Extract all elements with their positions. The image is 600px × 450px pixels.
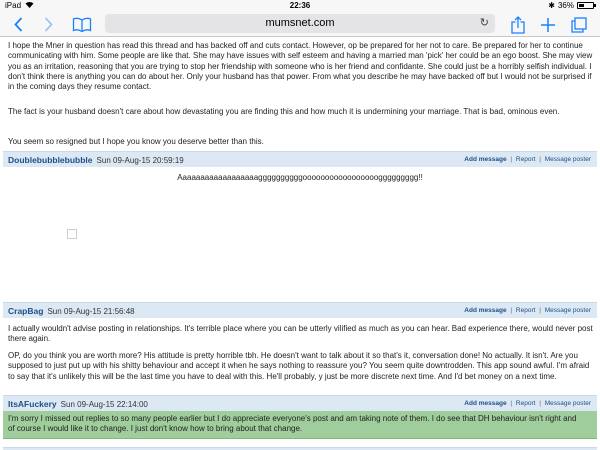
report-link[interactable]: Report (515, 400, 536, 407)
add-message-link[interactable]: Add message (464, 307, 507, 314)
share-icon (511, 16, 525, 34)
message-date: Sun 09-Aug-15 20:59:19 (96, 156, 184, 165)
add-message-link[interactable]: Add message (464, 156, 507, 163)
separator: | (539, 307, 541, 314)
chevron-right-icon (44, 17, 53, 32)
message-poster-link[interactable]: Message poster (544, 400, 591, 407)
message-poster-link[interactable]: Message poster (544, 156, 591, 163)
status-time: 22:36 (289, 1, 311, 10)
forward-button[interactable] (38, 12, 58, 37)
tabs-icon (571, 17, 587, 33)
author-name[interactable]: ItsAFuckery (8, 399, 57, 409)
separator: | (539, 156, 541, 163)
message-actions (464, 307, 591, 314)
url-text: mumsnet.com (265, 17, 335, 29)
message-header (3, 395, 597, 411)
carrier-label: iPad (5, 1, 22, 10)
own-post-highlight (3, 411, 597, 439)
reload-icon[interactable]: ↻ (479, 17, 489, 29)
author-name[interactable]: Doublebubblebubble (8, 155, 93, 165)
broken-image (67, 229, 77, 239)
post-body: Aaaaaaaaaaaaaaaaaaggggggggggoooooooooooooooooggggggggg!! (177, 173, 423, 182)
bluetooth-icon: ✱ (548, 1, 555, 10)
chevron-left-icon (14, 17, 23, 32)
message-header (3, 302, 597, 318)
separator: | (510, 156, 513, 163)
message-author[interactable] (8, 399, 148, 409)
separator: | (510, 400, 513, 407)
post-paragraph: OP, do you think you are worth more? His attitude is pretty horrible tbh. He doesn't want to talk about it so that's it, conversation done! No actually. It isn't. Are you supposed to just put up with his shitty behaviour and accept it when he says nothing to reassure you? You seem quite downtrodden. This app sound awful. I'm afraid to say that it's unlikely this will be the last time you have to deal with this. He'll probably, y just be more discrete next time. And I'd bet money on a next time. (8, 351, 590, 381)
battery-percent: 36% (557, 1, 574, 10)
post-paragraph: You seem so resigned but I hope you know you deserve better than this. (8, 137, 264, 146)
message-author[interactable] (8, 306, 135, 316)
back-button[interactable] (8, 12, 28, 37)
separator: | (539, 400, 541, 407)
message-actions (464, 156, 591, 163)
message-poster-link[interactable]: Message poster (544, 307, 591, 314)
new-tab-button[interactable] (538, 12, 558, 37)
post-paragraph: The fact is your husband doesn't care about how devastating you are finding this and how much it is undermining your marriage. That is bad, ominous even. (8, 107, 560, 116)
message-author[interactable] (8, 155, 184, 165)
message-header (3, 151, 597, 167)
message-date: Sun 09-Aug-15 22:14:00 (60, 400, 148, 409)
address-bar[interactable] (105, 14, 495, 33)
author-name[interactable]: CrapBag (8, 306, 44, 316)
report-link[interactable]: Report (515, 307, 536, 314)
plus-icon (540, 17, 556, 33)
separator: | (510, 307, 513, 314)
bookmarks-button[interactable] (70, 12, 94, 37)
thread-content (0, 38, 600, 450)
browser-toolbar (0, 12, 600, 37)
message-actions (464, 400, 591, 407)
book-icon (72, 17, 92, 32)
tabs-button[interactable] (568, 12, 590, 37)
battery-icon (577, 2, 594, 9)
status-bar (0, 0, 600, 12)
message-date: Sun 09-Aug-15 21:56:48 (47, 307, 135, 316)
add-message-link[interactable]: Add message (464, 400, 507, 407)
battery-status (548, 1, 594, 10)
share-button[interactable] (508, 12, 528, 37)
post-paragraph: I actually wouldn't advise posting in relationships. It's terrible place where you can be utterly vilified as much as you can hear. Bad experience there, would never post there again. (8, 324, 593, 344)
report-link[interactable]: Report (515, 156, 536, 163)
post-paragraph: I hope the Mner in question has read this thread and has backed off and cuts contact. However, op be prepared for her not to care. Be prepared for her to continue communicating with him. Some people are like that. She may have issues with self esteem and having a married man 'pick' her could be an ego boost. She may view you as an irritation, reasoning that you are trying to stop her friendship with someone who is her friend and confidante. She could just be a horribly selfish individual. I don't think there is anything you can do about her. Only your husband has that power. From what you describe he may have backed off but I would not be surprised if in the coming days they resume contact. (8, 41, 593, 92)
post-body: I'm sorry I missed out replies to so many people earlier but I do appreciate everyone's post and am taking note of them. I do see that DH behaviour isn't right and of course I would like it to change. I just don't know how to bring about that change. (8, 414, 577, 434)
